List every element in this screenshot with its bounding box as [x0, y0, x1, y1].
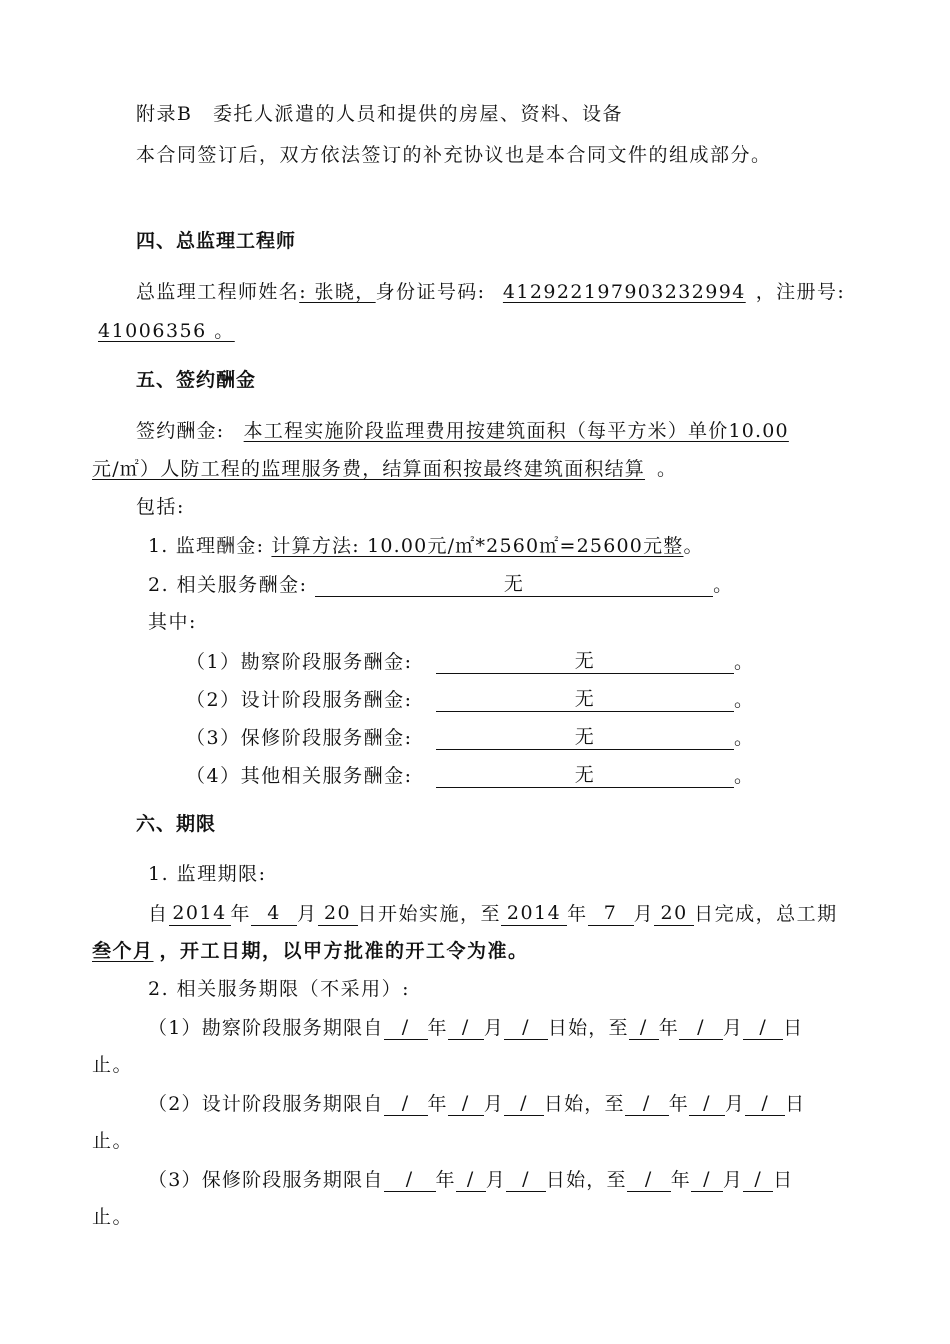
month-word: 月 — [724, 1093, 746, 1115]
year-word: 年 — [658, 1017, 679, 1039]
registration-value: 41006356 。 — [98, 320, 235, 342]
item2-value: 无 — [315, 572, 713, 597]
end-day: 20 — [654, 901, 694, 926]
end-day-blank: / — [743, 1167, 773, 1192]
sub-fee-row — [186, 649, 755, 674]
sub-fee-row — [186, 687, 755, 712]
sub-fee-row — [186, 725, 755, 750]
day-start-word: 日始，至 — [543, 1093, 625, 1115]
day-start-word: 日始，至 — [547, 1017, 629, 1039]
service-term-label: （2）设计阶段服务期限自 — [148, 1093, 384, 1115]
supplement-note: 本合同签订后，双方依法签订的补充协议也是本合同文件的组成部分。 — [136, 144, 772, 166]
sub-fee-period: 。 — [734, 765, 755, 787]
month-word: 月 — [722, 1017, 744, 1039]
registration-label: ，注册号: — [755, 281, 846, 303]
start-year-blank: / — [384, 1015, 428, 1040]
end-month: 7 — [588, 901, 634, 926]
sub-fee-label: （4）其他相关服务酬金: — [186, 765, 413, 787]
fee-period: 。 — [657, 458, 678, 480]
chief-name-value: : 张晓， — [299, 281, 376, 303]
month-word: 月 — [633, 903, 655, 925]
start-month: 4 — [251, 901, 297, 926]
start-word: 日开始实施，至 — [357, 903, 502, 925]
month-word: 月 — [483, 1017, 504, 1039]
end-tail: 止。 — [92, 1130, 134, 1152]
start-month-blank: / — [448, 1091, 484, 1116]
day-word: 日 — [783, 1017, 804, 1039]
year-word: 年 — [567, 903, 588, 925]
sub-fee-value: 无 — [436, 687, 734, 712]
sub-fee-label: （2）设计阶段服务酬金: — [186, 689, 413, 711]
end-word: 日完成，总工期 — [694, 903, 838, 925]
chief-name-label: 总监理工程师姓名 — [136, 281, 300, 303]
sub-fee-period: 。 — [734, 689, 755, 711]
term1-label: 1. 监理期限: — [148, 863, 267, 885]
item2-line — [148, 572, 734, 597]
start-year-blank: / — [384, 1167, 436, 1192]
month-word: 月 — [485, 1169, 506, 1191]
end-tail: 止。 — [92, 1054, 134, 1076]
year-word: 年 — [670, 1169, 691, 1191]
sub-fee-row — [186, 763, 755, 788]
day-word: 日 — [785, 1093, 806, 1115]
start-day: 20 — [318, 901, 358, 926]
end-month-blank: / — [691, 1167, 723, 1192]
item2-period: 。 — [713, 574, 734, 596]
fee-text-2: 元/㎡）人防工程的监理服务费，结算面积按最终建筑面积结算 — [92, 458, 646, 480]
end-tail: 止。 — [92, 1206, 134, 1228]
sub-fee-value: 无 — [436, 725, 734, 750]
sub-fee-value: 无 — [436, 649, 734, 674]
duration-after: ，开工日期，以甲方批准的开工令为准。 — [159, 940, 529, 962]
year-word: 年 — [427, 1093, 448, 1115]
fee-label: 签约酬金: — [136, 420, 225, 442]
month-word: 月 — [722, 1169, 744, 1191]
start-day-blank: / — [504, 1091, 544, 1116]
chief-engineer-line — [136, 280, 845, 304]
duration-value: 叁个月 — [92, 940, 154, 962]
end-year-blank: / — [629, 1015, 659, 1040]
end-year-blank: / — [625, 1091, 669, 1116]
fee-text-1: 本工程实施阶段监理费用按建筑面积（每平方米）单价10.00 — [243, 420, 789, 442]
end-month-blank: / — [689, 1091, 725, 1116]
year-word: 年 — [427, 1017, 448, 1039]
section-5-title: 五、签约酬金 — [136, 369, 257, 391]
term1-dates-line — [148, 901, 838, 926]
month-word: 月 — [483, 1093, 504, 1115]
item1-line — [148, 534, 704, 558]
start-month-blank: / — [448, 1015, 484, 1040]
service-term-row — [148, 1091, 805, 1116]
start-day-blank: / — [506, 1167, 546, 1192]
end-year: 2014 — [501, 901, 567, 926]
section-6-title: 六、期限 — [136, 813, 217, 835]
start-month-blank: / — [456, 1167, 486, 1192]
fee-line-2 — [92, 457, 677, 481]
year-word: 年 — [435, 1169, 456, 1191]
end-day-blank: / — [743, 1015, 783, 1040]
item1-value: 计算方法: 10.00元/㎡*2560㎡=25600元整 — [271, 535, 684, 557]
service-term-label: （1）勘察阶段服务期限自 — [148, 1017, 384, 1039]
start-year: 2014 — [169, 901, 231, 926]
end-month-blank: / — [679, 1015, 723, 1040]
end-year-blank: / — [627, 1167, 671, 1192]
sub-fee-period: 。 — [734, 727, 755, 749]
from-word: 自 — [148, 903, 169, 925]
service-term-row — [148, 1015, 803, 1040]
appendix-b-line: 附录B 委托人派遣的人员和提供的房屋、资料、设备 — [136, 103, 623, 125]
month-word: 月 — [297, 903, 318, 925]
service-term-row — [148, 1167, 793, 1192]
sub-fee-value: 无 — [436, 763, 734, 788]
includes-label: 包括: — [136, 496, 185, 518]
end-day-blank: / — [745, 1091, 785, 1116]
duration-line — [92, 939, 529, 963]
id-number-value: 412922197903232994 — [502, 281, 746, 303]
year-word: 年 — [230, 903, 252, 925]
among-label: 其中: — [148, 611, 197, 633]
item2-label: 2. 相关服务酬金: — [148, 574, 308, 596]
start-day-blank: / — [504, 1015, 548, 1040]
sub-fee-label: （1）勘察阶段服务酬金: — [186, 651, 413, 673]
item1-period: 。 — [683, 535, 704, 557]
term2-label: 2. 相关服务期限（不采用）: — [148, 978, 411, 1000]
sub-fee-label: （3）保修阶段服务酬金: — [186, 727, 413, 749]
id-label: 身份证号码: — [375, 281, 486, 303]
item1-label: 1. 监理酬金: — [148, 535, 265, 557]
registration-line — [92, 319, 235, 343]
start-year-blank: / — [384, 1091, 428, 1116]
sub-fee-period: 。 — [734, 651, 755, 673]
year-word: 年 — [668, 1093, 689, 1115]
day-word: 日 — [773, 1169, 794, 1191]
section-4-title: 四、总监理工程师 — [136, 230, 297, 252]
fee-line-1 — [136, 419, 789, 443]
service-term-label: （3）保修阶段服务期限自 — [148, 1169, 384, 1191]
day-start-word: 日始，至 — [545, 1169, 627, 1191]
